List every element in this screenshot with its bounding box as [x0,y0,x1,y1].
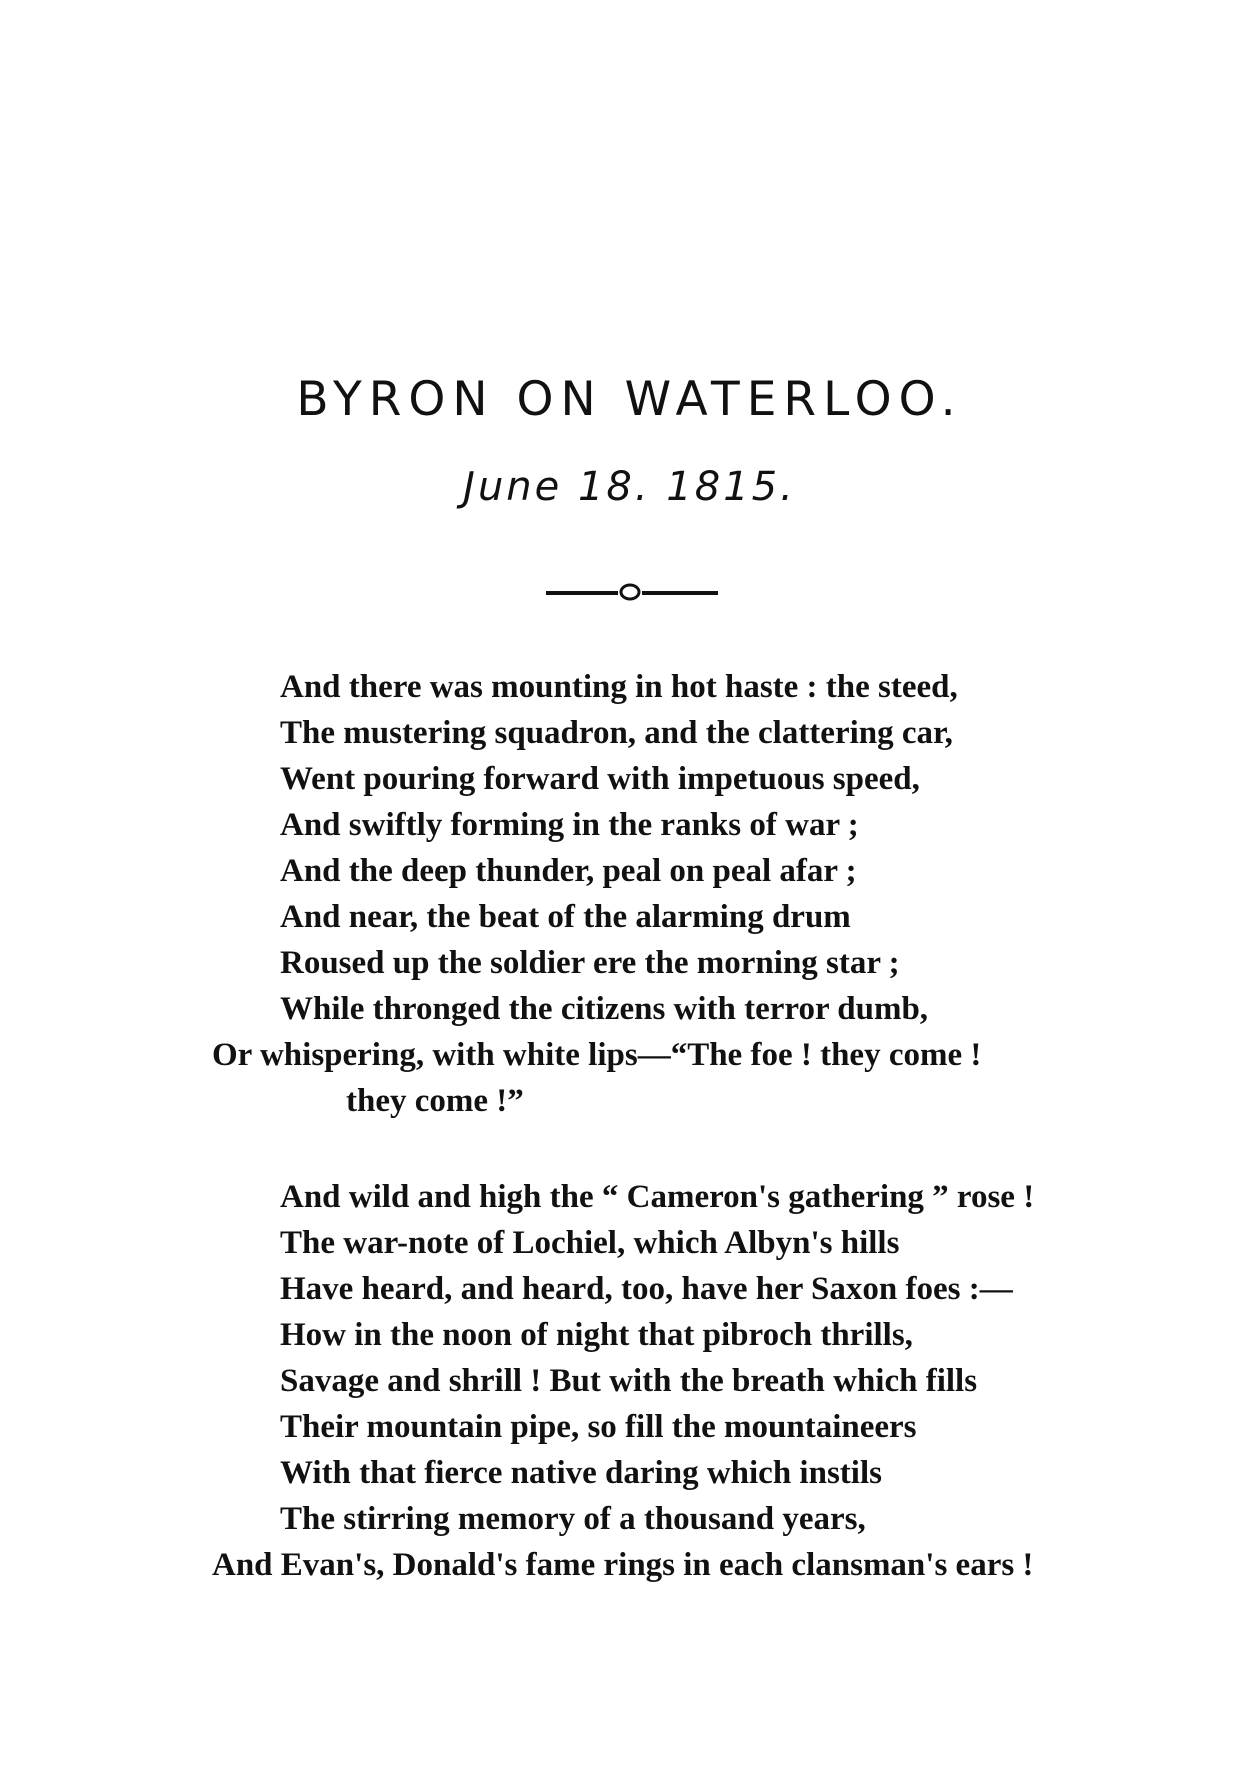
poem-line: And near, the beat of the alarming drum [280,899,851,935]
poem-line: Or whispering, with white lips—“The foe ! they come ! [212,1037,982,1073]
poem-line: With that fierce native daring which instils [280,1455,882,1491]
poem-line: Went pouring forward with impetuous speed, [280,761,920,797]
ornament-rule-icon [542,580,722,604]
poem-line: And the deep thunder, peal on peal afar ; [280,853,857,889]
poem-line: The stirring memory of a thousand years, [280,1501,866,1537]
poem-line: How in the noon of night that pibroch thrills, [280,1317,913,1353]
poem-line: Savage and shrill ! But with the breath which fills [280,1363,978,1399]
poem-line: The war-note of Lochiel, which Albyn's hills [280,1225,900,1261]
poem-line: And Evan's, Donald's fame rings in each clansman's ears ! [212,1547,1034,1583]
poem-line: Roused up the soldier ere the morning star ; [280,945,900,981]
poem-line: Their mountain pipe, so fill the mountaineers [280,1409,917,1445]
poem-line: And wild and high the “ Cameron's gathering ” rose ! [280,1179,1035,1215]
poem-line: And swiftly forming in the ranks of war ; [280,807,859,843]
poem-line: they come !” [346,1083,524,1119]
poem-line: The mustering squadron, and the clattering car, [280,715,953,751]
poem-title: BYRON ON WATERLOO. [296,372,963,427]
poem-line: While thronged the citizens with terror dumb, [280,991,929,1027]
poem-date: June 18. 1815. [463,464,796,510]
poem-line: And there was mounting in hot haste : the steed, [280,669,958,705]
poem-line: Have heard, and heard, too, have her Saxon foes :— [280,1271,1013,1307]
